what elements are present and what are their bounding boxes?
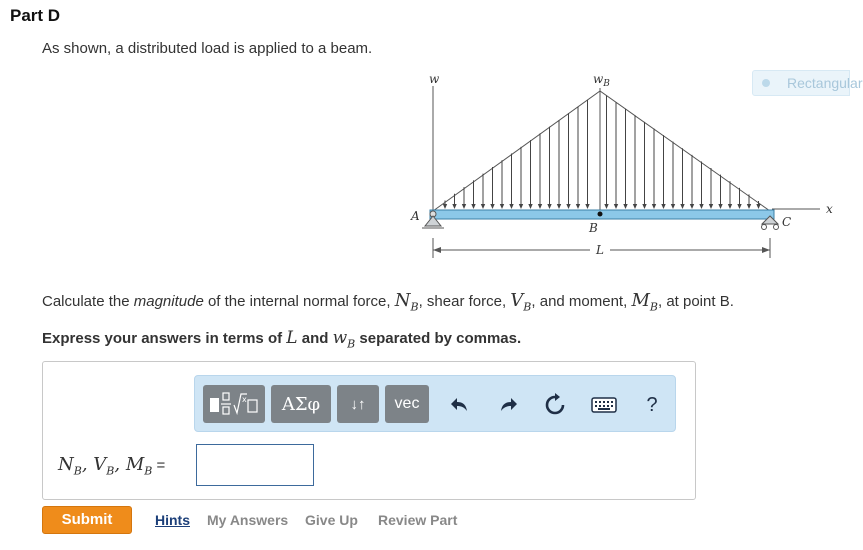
load-arrow-head [443,204,447,209]
symbol-L: L [286,328,298,348]
give-up-link[interactable]: Give Up [305,512,358,528]
load-arrow-head [528,204,532,209]
load-arrow-head [709,204,713,209]
undo-button[interactable] [445,388,475,422]
question-emphasis: magnitude [133,293,204,310]
help-icon: ? [646,393,658,416]
load-arrow-head [690,204,694,209]
review-part-link[interactable]: Review Part [378,512,458,528]
load-arrow-head [452,204,456,209]
arrows-button[interactable] [337,385,379,423]
redo-icon [497,394,519,416]
answer-container [42,361,696,500]
express-part2: and [297,330,333,347]
symbol-N: $N_B$ [394,290,419,314]
load-arrow-head [642,204,646,209]
load-arrow-head [500,204,504,209]
greek-symbols-button[interactable] [271,385,331,423]
question-prefix: Calculate the [42,293,134,310]
label-M: $M_B$ [125,454,153,478]
load-arrow-head [481,204,485,209]
load-arrow-head [471,204,475,209]
load-arrow-head [576,204,580,209]
load-arrow-head [547,204,551,209]
load-arrow-head [538,204,542,209]
load-arrow-head [623,204,627,209]
figure-label-B: B [589,221,598,235]
load-arrow-head [566,204,570,209]
load-arrow-head [585,204,589,209]
figure-label-wB: $w_B$ [593,72,610,89]
load-arrow-head [661,204,665,209]
question-middle2: , shear force, [418,293,511,310]
load-arrow-head [519,204,523,209]
figure-label-C: C [782,215,792,229]
load-arrow-head [728,204,732,209]
arrows-label: ↓↑ [350,395,366,413]
load-arrow-head [756,204,760,209]
label-V: $V_B$ [93,454,115,478]
undo-icon [449,394,471,416]
svg-text:x: x [242,395,247,404]
math-toolbar [194,375,676,432]
help-button[interactable] [639,388,665,422]
beam-figure [400,68,840,268]
load-arrow-head [509,204,513,209]
vec-label: vec [394,395,420,412]
load-arrow-head [604,204,608,209]
load-arrow-head [652,204,656,209]
figure-label-x: x [826,202,833,216]
question-middle1: of the internal normal force, [203,293,395,310]
express-instruction [42,328,521,350]
figure-label-A: A [411,209,420,223]
submit-button[interactable]: Submit [42,506,132,534]
question-suffix: , at point B. [657,293,734,310]
answer-input[interactable] [196,444,314,486]
express-part3: separated by commas. [355,330,522,347]
load-arrow-head [557,204,561,209]
hints-link[interactable]: Hints [155,512,190,528]
fraction-root-icon [207,391,261,417]
load-arrow-head [490,204,494,209]
label-comma1: , [81,454,94,475]
rectangular-tag[interactable] [752,70,863,96]
point-B-marker [598,212,603,217]
tag-dot-icon [762,79,770,87]
symbol-wB: $w_B$ [332,328,356,351]
reset-button[interactable] [540,388,570,422]
question-middle3: , and moment, [531,293,632,310]
load-arrow-head [671,204,675,209]
redo-button[interactable] [493,388,523,422]
load-arrow-head [699,204,703,209]
figure-label-L: L [596,243,604,257]
label-equals: = [152,457,166,474]
answer-label [58,454,165,478]
distributed-load-arrows [443,96,761,209]
part-title: Part D [10,6,61,25]
question-text [42,290,734,314]
reset-icon [543,393,567,417]
symbol-V: $V_B$ [510,290,532,314]
load-arrow-head [462,204,466,209]
vector-button[interactable] [385,385,429,423]
load-arrow-head [680,204,684,209]
keyboard-button[interactable] [589,388,619,422]
templates-button[interactable] [203,385,265,423]
greek-label: ΑΣφ [281,393,321,415]
label-comma2: , [114,454,126,475]
keyboard-icon [591,397,617,413]
load-arrow-head [737,204,741,209]
express-part1: Express your answers in terms of [42,330,287,347]
load-arrow-head [747,204,751,209]
load-arrow-head [718,204,722,209]
symbol-M: $M_B$ [631,290,658,314]
label-N: $N_B$ [58,454,82,478]
figure-label-w: w [429,72,440,86]
tag-label: Rectangular [787,75,863,91]
intro-text: As shown, a distributed load is applied to a beam. [42,40,373,57]
my-answers-link[interactable]: My Answers [207,512,289,528]
load-arrow-head [633,204,637,209]
load-arrow-head [614,204,618,209]
